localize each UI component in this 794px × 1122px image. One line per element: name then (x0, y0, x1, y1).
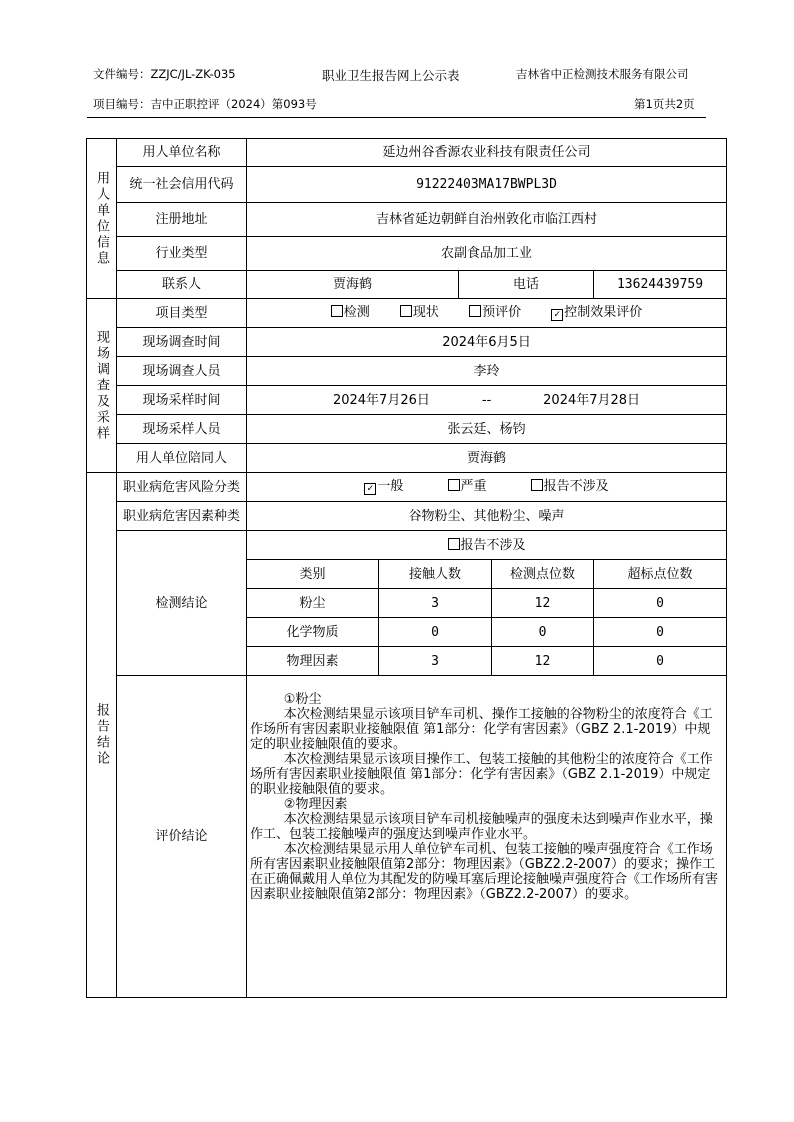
cell-category: 化学物质 (247, 618, 379, 647)
address: 吉林省延边朝鲜自治州敦化市临江西村 (247, 203, 727, 237)
row-sampler (87, 415, 727, 444)
detection-not-involved: 报告不涉及 (247, 531, 727, 560)
section-report-conclusion: 报告结论 (87, 473, 117, 998)
sampling-start: 2024年7月26日 (332, 392, 430, 408)
risk-options (247, 473, 727, 502)
contact: 贾海鹤 (247, 271, 459, 299)
eval-paragraph: 本次检测结果显示用人单位铲车司机、包装工接触的噪声强度符合《工作场所有害因素职业接触限值第2部分：物理因素》（GBZ2.2-2007）的要求；操作工在正确佩戴用人单位为其配发的防噪耳塞后理论接触噪声强度符合《工作场所有害因素职业接触限值第2部分：物理因素》（GBZ2.2-2007）的要求。 (250, 842, 719, 902)
option-risk-serious: 严重 (448, 479, 487, 494)
checkbox-risk-general-checked: ✓ (364, 483, 376, 495)
project-type-options (247, 299, 727, 328)
file-number: 文件编号：ZZJC/JL-ZK-035 (93, 67, 236, 81)
label-project-type: 项目类型 (117, 299, 247, 328)
sampling-end: 2024年7月28日 (543, 392, 641, 408)
option-detection: 检测 (331, 305, 370, 320)
evaluation-text (247, 676, 727, 998)
surveyor: 李玲 (247, 357, 727, 386)
row-contact (87, 271, 727, 299)
label-sampling-time: 现场采样时间 (117, 386, 247, 415)
label-survey-time: 现场调查时间 (117, 328, 247, 357)
cell-points: 0 (492, 618, 594, 647)
employer-name: 延边州谷香源农业科技有限责任公司 (247, 139, 727, 167)
section-site-survey: 现场调查及采样 (87, 299, 117, 473)
row-risk-class (87, 473, 727, 502)
industry: 农副食品加工业 (247, 237, 727, 271)
cell-exposed: 3 (379, 647, 492, 676)
option-status: 现状 (400, 305, 439, 320)
row-address (87, 203, 727, 237)
checkbox-risk-not-involved (531, 479, 543, 491)
survey-time: 2024年6月5日 (247, 328, 727, 357)
cell-points: 12 (492, 589, 594, 618)
label-companion: 用人单位陪同人 (117, 444, 247, 473)
cell-category: 物理因素 (247, 647, 379, 676)
option-pre-evaluation: 预评价 (469, 305, 521, 320)
row-employer-name (87, 139, 727, 167)
sampling-separator: -- (481, 392, 492, 408)
header-points: 检测点位数 (492, 560, 594, 589)
label-industry: 行业类型 (117, 237, 247, 271)
row-survey-time (87, 328, 727, 357)
checkbox-control-evaluation-checked: ✓ (551, 309, 563, 321)
header-divider (87, 117, 706, 118)
eval-paragraph: 本次检测结果显示该项目操作工、包装工接触的其他粉尘的浓度符合《工作场所有害因素职业接触限值 第1部分：化学有害因素》（GBZ 2.1-2019）中规定的职业接触限值的要求。 (250, 752, 713, 797)
row-evaluation (87, 676, 727, 998)
checkbox-detection-not-involved (448, 538, 460, 550)
row-factor-types (87, 502, 727, 531)
section-employer-info: 用人单位信息 (87, 139, 117, 299)
row-industry (87, 237, 727, 271)
eval-heading-physical: ②物理因素 (283, 797, 348, 812)
label-risk-class: 职业病危害风险分类 (117, 473, 247, 502)
cell-category: 粉尘 (247, 589, 379, 618)
option-control-evaluation: ✓ 控制效果评价 (551, 305, 642, 321)
eval-paragraph: 本次检测结果显示该项目铲车司机接触噪声的强度未达到噪声作业水平，操作工、包装工接触噪声的强度达到噪声作业水平。 (250, 812, 713, 842)
eval-heading-dust: ①粉尘 (283, 692, 322, 707)
row-credit-code (87, 167, 727, 203)
phone: 13624439759 (594, 271, 727, 299)
cell-exceed: 0 (594, 647, 727, 676)
header-exposed: 接触人数 (379, 560, 492, 589)
label-factor-types: 职业病危害因素种类 (117, 502, 247, 531)
option-risk-not-involved: 报告不涉及 (531, 479, 609, 494)
company-name: 吉林省中正检测技术服务有限公司 (516, 67, 689, 81)
disclosure-table (86, 138, 727, 998)
cell-exposed: 3 (379, 589, 492, 618)
eval-paragraph: 本次检测结果显示该项目铲车司机、操作工接触的谷物粉尘的浓度符合《工作场所有害因素职业接触限值 第1部分：化学有害因素》（GBZ 2.1-2019）中规定的职业接触限值的要求。 (250, 707, 713, 752)
option-risk-general: ✓ 一般 (364, 479, 403, 495)
label-phone: 电话 (459, 271, 594, 299)
label-credit-code: 统一社会信用代码 (117, 167, 247, 203)
label-sampler: 现场采样人员 (117, 415, 247, 444)
label-address: 注册地址 (117, 203, 247, 237)
label-evaluation-conclusion: 评价结论 (117, 676, 247, 998)
label-surveyor: 现场调查人员 (117, 357, 247, 386)
label-employer-name: 用人单位名称 (117, 139, 247, 167)
credit-code: 91222403MA17BWPL3D (247, 167, 727, 203)
cell-exposed: 0 (379, 618, 492, 647)
cell-exceed: 0 (594, 618, 727, 647)
companion: 贾海鹤 (247, 444, 727, 473)
header-exceed: 超标点位数 (594, 560, 727, 589)
cell-exceed: 0 (594, 589, 727, 618)
checkbox-status (400, 305, 412, 317)
document-title: 职业卫生报告网上公示表 (322, 68, 460, 83)
factor-types: 谷物粉尘、其他粉尘、噪声 (247, 502, 727, 531)
sampling-time (247, 386, 727, 415)
checkbox-detection (331, 305, 343, 317)
checkbox-pre-evaluation (469, 305, 481, 317)
samplers: 张云廷、杨钧 (247, 415, 727, 444)
page-info: 第1页共2页 (634, 97, 695, 111)
label-detection-conclusion: 检测结论 (117, 531, 247, 676)
cell-points: 12 (492, 647, 594, 676)
label-contact: 联系人 (117, 271, 247, 299)
row-detection-not-involved (87, 531, 727, 560)
row-project-type (87, 299, 727, 328)
row-sampling-time (87, 386, 727, 415)
project-number: 项目编号：吉中正职控评（2024）第093号 (93, 97, 317, 111)
row-companion (87, 444, 727, 473)
row-surveyor (87, 357, 727, 386)
checkbox-risk-serious (448, 479, 460, 491)
header-category: 类别 (247, 560, 379, 589)
